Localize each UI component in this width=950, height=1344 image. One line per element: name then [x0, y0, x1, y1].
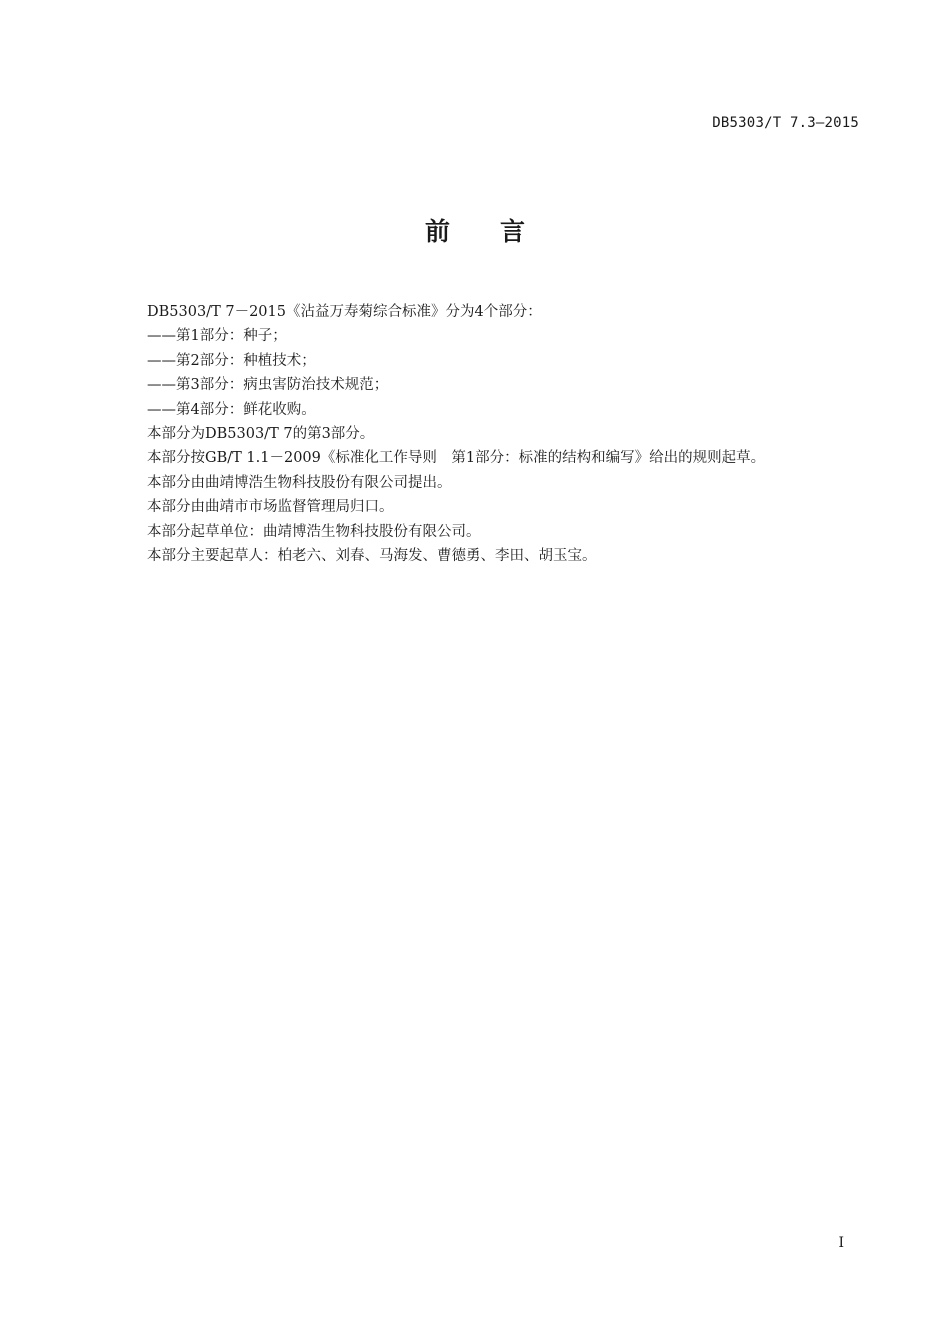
paragraph-drafting-rules: 本部分按GB/T 1.1－2009《标准化工作导则 第1部分：标准的结构和编写》给出的规则起草。 — [147, 450, 766, 467]
document-code: DB5303/T 7.3—2015 — [712, 115, 859, 131]
paragraph-drafting-unit: 本部分起草单位：曲靖博浩生物科技股份有限公司。 — [147, 523, 481, 540]
page-title-char-2: 言 — [500, 217, 526, 246]
list-item-part-2: ——第2部分：种植技术； — [147, 352, 316, 369]
page-number: I — [838, 1235, 844, 1251]
list-item-part-3: ——第3部分：病虫害防治技术规范； — [147, 377, 389, 394]
list-item-part-1: ——第1部分：种子； — [147, 328, 287, 345]
page-title — [0, 212, 950, 248]
paragraph-centralized-by: 本部分由曲靖市市场监督管理局归口。 — [147, 499, 394, 516]
page-title-char-1: 前 — [424, 217, 450, 246]
paragraph-drafters: 本部分主要起草人：柏老六、刘春、马海发、曹德勇、李田、胡玉宝。 — [147, 548, 597, 565]
list-item-part-4: ——第4部分：鲜花收购。 — [147, 401, 316, 418]
paragraph-this-part: 本部分为DB5303/T 7的第3部分。 — [147, 426, 375, 443]
paragraph-proposed-by: 本部分由曲靖博浩生物科技股份有限公司提出。 — [147, 474, 452, 491]
paragraph-standard-parts: DB5303/T 7－2015《沾益万寿菊综合标准》分为4个部分： — [147, 304, 542, 320]
foreword-body — [147, 300, 867, 568]
